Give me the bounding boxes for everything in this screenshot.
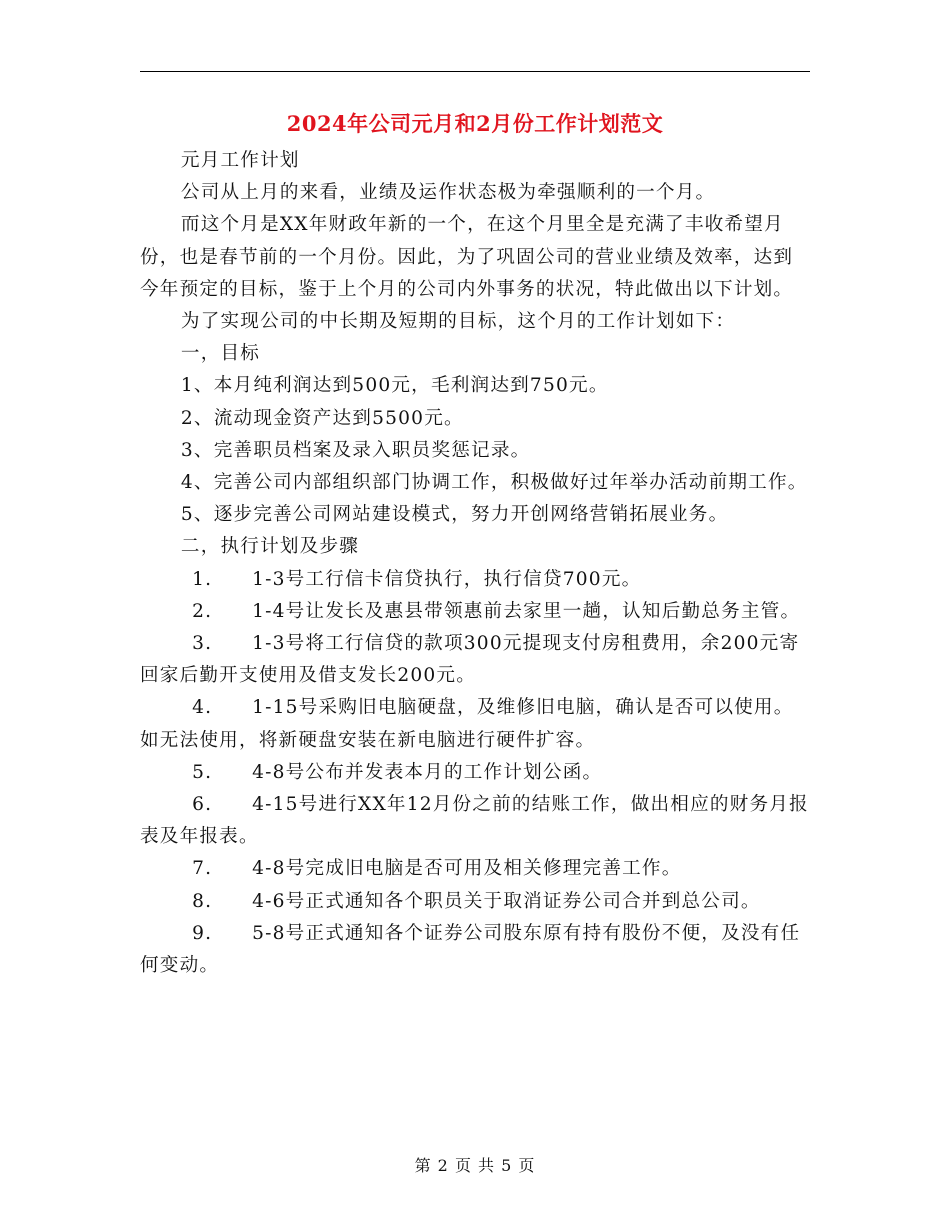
step-item	[140, 564, 812, 596]
step-text: 1-15号采购旧电脑硬盘，及维修旧电脑，确认是否可以使用。如无法使用，将新硬盘安装在新电脑进行硬件扩容。	[140, 697, 794, 751]
step-item	[140, 628, 812, 692]
step-number: 7.	[192, 858, 213, 880]
step-text: 5-8号正式通知各个证券公司股东原有持有股份不便，及没有任何变动。	[140, 922, 801, 977]
step-number: 4.	[192, 697, 213, 719]
step-text: 1-3号将工行信贷的款项300元提现支付房租费用，余200元寄回家后勤开支使用及借支发长200元。	[140, 633, 800, 687]
paragraph: 为了实现公司的中长期及短期的目标，这个月的工作计划如下：	[180, 311, 736, 333]
paragraph: 而这个月是XX年财政年新的一个，在这个月里全是充满了丰收希望月份，也是春节前的一个月份。因此，为了巩固公司的营业业绩及效率，达到今年预定的目标，鉴于上个月的公司内外事务的状况，特此做出以下计划。	[140, 214, 794, 300]
step-number: 9.	[192, 922, 213, 944]
goal-item: 3、完善职员档案及录入职员奖惩记录。	[180, 439, 531, 461]
step-item	[140, 692, 812, 756]
step-number: 5.	[192, 761, 213, 783]
document-title: 2024年公司元月和2月份工作计划范文	[286, 111, 664, 136]
document-body	[140, 145, 812, 982]
goal-item: 1、本月纯利润达到500元，毛利润达到750元。	[180, 375, 609, 397]
step-number: 1.	[192, 568, 213, 590]
step-text: 4-15号进行XX年12月份之前的结账工作，做出相应的财务月报表及年报表。	[140, 794, 809, 848]
step-text: 1-3号工行信卡信贷执行，执行信贷700元。	[252, 568, 642, 590]
goal-item: 5、逐步完善公司网站建设模式，努力开创网络营销拓展业务。	[180, 504, 729, 526]
step-item	[140, 757, 812, 789]
step-text: 1-4号让发长及惠县带领惠前去家里一趟，认知后勤总务主管。	[252, 600, 801, 622]
goal-item: 4、完善公司内部组织部门协调工作，积极做好过年举办活动前期工作。	[180, 472, 808, 494]
step-text: 4-8号公布并发表本月的工作计划公函。	[252, 761, 603, 783]
section-heading-goals: 一，目标	[180, 343, 261, 365]
step-text: 4-6号正式通知各个职员关于取消证券公司合并到总公司。	[252, 890, 761, 912]
step-item	[140, 886, 812, 918]
step-item	[140, 918, 812, 982]
step-number: 2.	[192, 600, 213, 622]
step-number: 6.	[192, 794, 213, 816]
goal-item: 2、流动现金资产达到5500元。	[180, 407, 464, 429]
section-heading-steps: 二，执行计划及步骤	[180, 536, 360, 558]
paragraph: 公司从上月的来看，业绩及运作状态极为牵强顺利的一个月。	[180, 182, 716, 204]
step-item	[140, 596, 812, 628]
step-item	[140, 853, 812, 885]
step-text: 4-8号完成旧电脑是否可用及相关修理完善工作。	[252, 858, 682, 880]
step-number: 8.	[192, 890, 213, 912]
step-item	[140, 789, 812, 853]
paragraph-section-heading: 元月工作计划	[180, 150, 300, 171]
step-number: 3.	[192, 633, 213, 655]
page-number-footer: 第 2 页 共 5 页	[414, 1156, 536, 1175]
header-rule	[140, 71, 810, 72]
